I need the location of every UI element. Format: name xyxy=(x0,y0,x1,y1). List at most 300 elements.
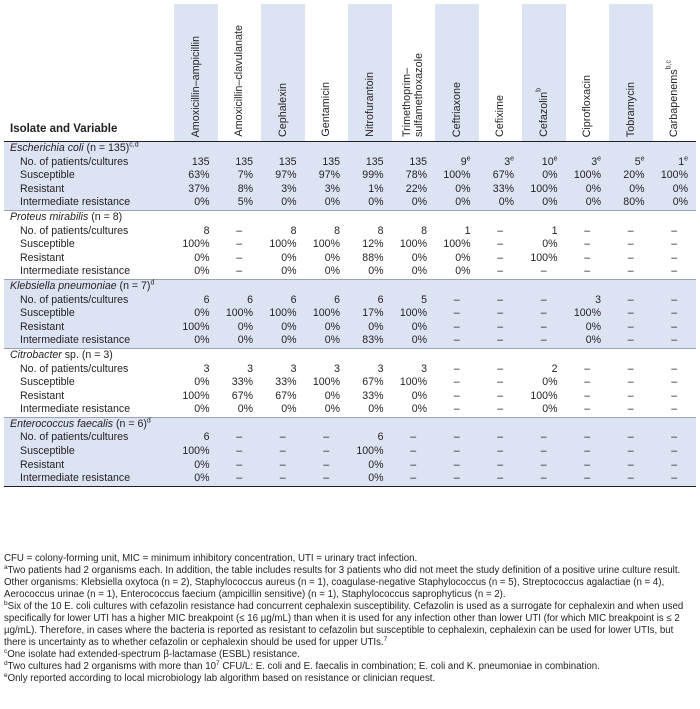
table-cell: – xyxy=(218,459,262,473)
table-cell: – xyxy=(497,265,504,278)
table-cell: – xyxy=(305,445,349,459)
table-cell: – xyxy=(261,459,305,473)
table-cell: – xyxy=(392,445,436,459)
table-row xyxy=(4,196,696,210)
table-cell: – xyxy=(522,472,566,486)
table-cell: – xyxy=(261,445,305,459)
table-cell: 0% xyxy=(218,321,262,335)
table-cell: 0% xyxy=(455,251,471,264)
table-cell: 0% xyxy=(324,265,340,278)
table-cell: 80% xyxy=(609,196,653,210)
table-cell: 0% xyxy=(218,334,262,348)
table-cell: 67% xyxy=(362,376,384,389)
table-cell: 100% xyxy=(530,251,558,264)
table-cell: 8 xyxy=(421,224,427,237)
table-cell: – xyxy=(522,294,566,308)
table-cell: – xyxy=(522,445,566,459)
table-cell: 100% xyxy=(312,376,340,389)
table-cell: 3% xyxy=(261,183,305,197)
table-cell: – xyxy=(671,362,678,375)
table-cell: 0% xyxy=(324,403,340,416)
table-cell: – xyxy=(540,265,547,278)
table-cell: – xyxy=(584,251,591,264)
table-cell: – xyxy=(261,472,305,486)
table-cell: 83% xyxy=(348,334,392,348)
table-cell: 67% xyxy=(275,389,297,402)
table-cell: – xyxy=(522,431,566,445)
table-cell: 5 xyxy=(392,294,436,308)
table-cell: – xyxy=(522,459,566,473)
header-row xyxy=(4,4,696,142)
table-cell: – xyxy=(236,238,243,251)
table-cell: – xyxy=(609,431,653,445)
table-row xyxy=(4,376,696,390)
table-cell: 3 xyxy=(377,362,384,375)
table-cell: 8 xyxy=(334,224,340,237)
table-cell: 100% xyxy=(305,307,349,321)
table-row xyxy=(4,156,696,170)
variable-label: Resistant xyxy=(4,459,174,473)
variable-label: Susceptible xyxy=(20,238,75,251)
table-cell: – xyxy=(584,403,591,416)
variable-label: Resistant xyxy=(20,389,65,402)
table-row xyxy=(4,390,696,404)
table-cell: – xyxy=(236,224,243,237)
table-cell: – xyxy=(584,224,591,237)
variable-label: Resistant xyxy=(4,321,174,335)
table-cell: – xyxy=(479,472,523,486)
table-cell: 0% xyxy=(305,334,349,348)
table-cell: 33% xyxy=(362,389,384,402)
table-cell: – xyxy=(584,389,591,402)
table-cell: – xyxy=(218,472,262,486)
table-cell: 67% xyxy=(231,389,253,402)
table-cell: 3 xyxy=(247,362,253,375)
table-cell: – xyxy=(671,238,678,251)
table-cell: 135 xyxy=(218,156,262,170)
column-header: Carbapenems$^{b,c}$ xyxy=(653,4,697,142)
column-header: Cefixime xyxy=(479,4,523,142)
table-cell: – xyxy=(497,238,504,251)
table-cell: – xyxy=(479,431,523,445)
isolate-name: Proteus mirabilis (n = 8) xyxy=(4,210,696,224)
table-cell: 17% xyxy=(348,307,392,321)
table-cell: 100% xyxy=(392,307,436,321)
table-cell: 100% xyxy=(174,321,218,335)
table-cell: 100% xyxy=(566,169,610,183)
footnote-abbreviations: CFU = colony-forming unit, MIC = minimum inhibitory concentration, UTI = urinary tract infection. xyxy=(4,553,418,564)
variable-label: Susceptible xyxy=(4,307,174,321)
isolate-name: Enterococcus faecalis (n = 6)$^d$ xyxy=(4,417,696,431)
table-cell: – xyxy=(671,403,678,416)
table-cell: 0% xyxy=(194,265,210,278)
table-cell: 0% xyxy=(566,183,610,197)
table-cell: – xyxy=(584,376,591,389)
table-cell: – xyxy=(479,307,523,321)
table-cell: 0% xyxy=(455,265,471,278)
table-row xyxy=(4,252,696,266)
table-cell: 88% xyxy=(362,251,384,264)
table-cell: – xyxy=(653,321,697,335)
table-cell: – xyxy=(653,459,697,473)
table-cell: – xyxy=(435,307,479,321)
table-cell: – xyxy=(627,403,634,416)
table-cell: – xyxy=(479,445,523,459)
table-cell: 33% xyxy=(231,376,253,389)
table-row xyxy=(4,431,696,445)
table-cell: 7% xyxy=(218,169,262,183)
table-cell: – xyxy=(609,445,653,459)
antibiotic-susceptibility-table xyxy=(4,4,696,487)
variable-label: Susceptible xyxy=(4,169,174,183)
table-cell: – xyxy=(392,472,436,486)
table-cell: – xyxy=(609,294,653,308)
table-cell: – xyxy=(479,294,523,308)
table-cell: – xyxy=(609,459,653,473)
table-row xyxy=(4,225,696,239)
table-body xyxy=(4,142,696,487)
table-cell: 99% xyxy=(348,169,392,183)
table-cell: – xyxy=(584,362,591,375)
table-cell: – xyxy=(566,472,610,486)
footnote-d: $^d$Two cultures had 2 organisms with more than $10^7$ CFU/L: E. coli and E. faecalis in combination; E. coli and K. pneumoniae in combination. xyxy=(4,659,600,672)
table-cell: 0% xyxy=(261,321,305,335)
table-cell: – xyxy=(566,431,610,445)
table-cell: 0% xyxy=(348,459,392,473)
table-cell: 3 xyxy=(203,362,210,375)
table-cell: – xyxy=(627,389,634,402)
table-cell: 0% xyxy=(566,321,610,335)
table-cell: 3 xyxy=(290,362,297,375)
table-cell: 0% xyxy=(542,403,558,416)
variable-label: No. of patients/cultures xyxy=(4,294,174,308)
table-cell: – xyxy=(305,459,349,473)
table-cell: – xyxy=(566,459,610,473)
table-cell: 3e xyxy=(566,156,610,170)
table-row xyxy=(4,265,696,279)
variable-label: Intermediate resistance xyxy=(20,403,131,416)
group-header-row xyxy=(4,279,696,293)
column-header: Amoxicillin–clavulanate xyxy=(218,4,262,142)
table-cell: 0% xyxy=(174,307,218,321)
table-cell: – xyxy=(218,445,262,459)
table-cell: 0% xyxy=(237,403,253,416)
table-cell: – xyxy=(479,321,523,335)
variable-label: No. of patients/cultures xyxy=(20,362,129,375)
table-cell: – xyxy=(305,431,349,445)
table-cell: – xyxy=(584,238,591,251)
table-cell: – xyxy=(453,389,460,402)
column-header: Cephalexin xyxy=(261,4,305,142)
table-cell: 6 xyxy=(261,294,305,308)
table-cell: – xyxy=(671,224,678,237)
table-cell: 0% xyxy=(261,334,305,348)
table-cell: – xyxy=(671,389,678,402)
table-cell: – xyxy=(627,376,634,389)
table-cell: 100% xyxy=(443,238,471,251)
variable-label: Intermediate resistance xyxy=(4,334,174,348)
table-cell: 0% xyxy=(566,196,610,210)
table-cell: – xyxy=(584,265,591,278)
table-cell: 135 xyxy=(392,156,436,170)
table-cell: 0% xyxy=(609,183,653,197)
table-cell: – xyxy=(497,376,504,389)
table-cell: – xyxy=(653,307,697,321)
table-cell: – xyxy=(653,472,697,486)
table-cell: 100% xyxy=(566,307,610,321)
column-header: Cefazolin$^b$ xyxy=(522,4,566,142)
table-cell: 0% xyxy=(174,459,218,473)
table-cell: 0% xyxy=(174,196,218,210)
header-isolate-and-variable: Isolate and Variable xyxy=(4,4,174,142)
table-cell: – xyxy=(653,334,697,348)
variable-label: No. of patients/cultures xyxy=(4,156,174,170)
table-row xyxy=(4,183,696,197)
table-row xyxy=(4,403,696,417)
table-cell: 0% xyxy=(368,403,384,416)
table-cell: – xyxy=(609,321,653,335)
table-cell: 3e xyxy=(479,156,523,170)
table-row xyxy=(4,307,696,321)
table-cell: 0% xyxy=(194,251,210,264)
table-cell: 8 xyxy=(203,224,210,237)
table-cell: 0% xyxy=(411,403,427,416)
table-cell: – xyxy=(627,265,634,278)
table-cell: 0% xyxy=(479,196,523,210)
table-cell: – xyxy=(609,307,653,321)
table-cell: 0% xyxy=(174,472,218,486)
footnotes xyxy=(4,553,694,685)
table-cell: 135 xyxy=(261,156,305,170)
group-header-row xyxy=(4,210,696,224)
table-cell: 100% xyxy=(261,307,305,321)
table-cell: 37% xyxy=(174,183,218,197)
table-cell: 5% xyxy=(218,196,262,210)
table-cell: 0% xyxy=(435,196,479,210)
table-cell: 63% xyxy=(174,169,218,183)
table-cell: – xyxy=(435,334,479,348)
table-cell: 0% xyxy=(435,183,479,197)
table-cell: – xyxy=(671,265,678,278)
table-cell: 2 xyxy=(551,362,558,375)
table-cell: 100% xyxy=(435,169,479,183)
table-cell: 0% xyxy=(348,472,392,486)
table-cell: 1% xyxy=(348,183,392,197)
table-cell: 8% xyxy=(218,183,262,197)
table-row xyxy=(4,238,696,252)
variable-label: Intermediate resistance xyxy=(4,472,174,486)
column-header: Ceftriaxone xyxy=(435,4,479,142)
variable-label: Susceptible xyxy=(20,376,75,389)
table-cell: 0% xyxy=(411,389,427,402)
table-cell: 0% xyxy=(542,238,558,251)
variable-label: No. of patients/cultures xyxy=(4,431,174,445)
table-cell: 0% xyxy=(281,251,297,264)
column-header: Trimethoprim– sulfamethoxazole xyxy=(392,4,436,142)
table-cell: 3 xyxy=(334,362,340,375)
table-row xyxy=(4,363,696,377)
table-cell: 0% xyxy=(348,321,392,335)
table-cell: – xyxy=(261,431,305,445)
isolate-name: Klebsiella pneumoniae (n = 7)$^d$ xyxy=(4,279,696,293)
table-cell: 0% xyxy=(281,403,297,416)
table-cell: – xyxy=(392,431,436,445)
table-cell: 100% xyxy=(174,445,218,459)
table-cell: 97% xyxy=(305,169,349,183)
table-cell: 0% xyxy=(653,183,697,197)
table-cell: 135 xyxy=(305,156,349,170)
footnote-b: $^b$Six of the 10 E. coli cultures with cefazolin resistance had concurrent cephalexin susceptibility. Cefazolin is used as a surrogate for cephalexin and when used specifically for lower UTI has a higher MIC breakpoint (≤ 16 µg/mL) than when it is used for any infection other than lower UTI (for which MIC breakpoint is ≤ 2 µg/mL). Therefore, in cases where the bacteria is reported as resistant to cefazolin but susceptible to cephalexin, cephalexin can be used for lower UTIs, but there is uncertainty as to whether cefazolin or cephalexin should be used for upper UTIs.$^7$ xyxy=(4,599,684,648)
table-cell: 0% xyxy=(305,321,349,335)
isolate-name: Escherichia coli (n = 135)$^{c,d}$ xyxy=(4,142,696,156)
table-cell: 6 xyxy=(218,294,262,308)
table-cell: 0% xyxy=(194,403,210,416)
table-cell: – xyxy=(435,321,479,335)
table-cell: 0% xyxy=(566,334,610,348)
table-cell: 0% xyxy=(281,265,297,278)
table-cell: 100% xyxy=(653,169,697,183)
variable-label: Resistant xyxy=(4,183,174,197)
table-cell: 100% xyxy=(312,238,340,251)
column-header: Nitrofurantoin xyxy=(348,4,392,142)
table-row xyxy=(4,459,696,473)
table-row xyxy=(4,445,696,459)
variable-label: Intermediate resistance xyxy=(20,265,131,278)
table-cell: 78% xyxy=(392,169,436,183)
table-cell: 3 xyxy=(421,362,427,375)
table-cell: 0% xyxy=(324,251,340,264)
table-cell: 0% xyxy=(411,251,427,264)
table-cell: – xyxy=(609,472,653,486)
table-cell: – xyxy=(653,445,697,459)
variable-label: Susceptible xyxy=(4,445,174,459)
footnote-a: $^a$Two patients had 2 organisms each. In addition, the table includes results for 3 patients who did not meet the study definition of a positive urine culture result. Other organisms: Klebsiella oxytoca (n = 2), Staphylococcus aureus (n = 1), coagulase-negative Staphylococcus (n = 5), Streptococcus agalactiae (n = 4), Aerococcus urinae (n = 1), Enterococcus faecium (ampicillin sensitive) (n = 1), Staphylococcus saprophyticus (n = 2). xyxy=(4,563,681,600)
table-cell: – xyxy=(627,238,634,251)
table-cell: – xyxy=(627,362,634,375)
table-cell: 0% xyxy=(261,196,305,210)
table-cell: – xyxy=(435,431,479,445)
table-cell: 9e xyxy=(435,156,479,170)
table-cell: – xyxy=(479,459,523,473)
table-cell: – xyxy=(236,251,243,264)
table-cell: 20% xyxy=(609,169,653,183)
table-cell: 100% xyxy=(348,445,392,459)
table-cell: 0% xyxy=(522,169,566,183)
table-cell: 100% xyxy=(399,376,427,389)
table-cell: 0% xyxy=(411,265,427,278)
table-cell: – xyxy=(236,265,243,278)
footnote-c: $^c$One isolate had extended-spectrum β-lactamase (ESBL) resistance. xyxy=(4,647,300,660)
table-cell: – xyxy=(435,294,479,308)
table-cell: – xyxy=(497,389,504,402)
table-cell: 10e xyxy=(522,156,566,170)
table-cell: – xyxy=(497,251,504,264)
table-cell: 100% xyxy=(182,238,210,251)
table-cell: – xyxy=(653,294,697,308)
table-cell: 6 xyxy=(305,294,349,308)
table-cell: – xyxy=(566,445,610,459)
table-cell: 0% xyxy=(174,334,218,348)
column-header: Amoxicillin–ampicillin xyxy=(174,4,218,142)
variable-label: Intermediate resistance xyxy=(4,196,174,210)
table-cell: – xyxy=(435,459,479,473)
table-cell: 97% xyxy=(261,169,305,183)
table-row xyxy=(4,334,696,348)
table-row xyxy=(4,472,696,486)
table-cell: 0% xyxy=(305,196,349,210)
table-cell: – xyxy=(653,431,697,445)
table-cell: – xyxy=(435,472,479,486)
table-cell: 67% xyxy=(479,169,523,183)
table-cell: – xyxy=(497,403,504,416)
table-cell: 1 xyxy=(464,224,471,237)
table-cell: 1 xyxy=(551,224,558,237)
table-cell: 0% xyxy=(392,321,436,335)
table-cell: – xyxy=(479,334,523,348)
group-header-row xyxy=(4,417,696,431)
table-cell: 100% xyxy=(269,238,297,251)
table-cell: 8 xyxy=(290,224,297,237)
table-cell: 6 xyxy=(174,431,218,445)
column-header: Ciprofloxacin xyxy=(566,4,610,142)
table-cell: 33% xyxy=(479,183,523,197)
table-cell: – xyxy=(305,472,349,486)
table-cell: – xyxy=(218,431,262,445)
footnote-e: $^e$Only reported according to local microbiology lab algorithm based on resistance or clinician request. xyxy=(4,671,436,684)
table-cell: – xyxy=(627,251,634,264)
table-cell: 100% xyxy=(399,238,427,251)
table-cell: 100% xyxy=(182,389,210,402)
table-cell: – xyxy=(497,224,504,237)
table-cell: 6 xyxy=(348,431,392,445)
table-cell: 0% xyxy=(324,389,340,402)
table-cell: – xyxy=(392,459,436,473)
table-cell: – xyxy=(671,376,678,389)
table-cell: 100% xyxy=(522,183,566,197)
table-row xyxy=(4,294,696,308)
table-cell: 0% xyxy=(542,376,558,389)
table-cell: 0% xyxy=(392,334,436,348)
table-cell: – xyxy=(522,321,566,335)
table-cell: – xyxy=(522,334,566,348)
variable-label: Resistant xyxy=(20,251,65,264)
table-cell: 33% xyxy=(275,376,297,389)
table-cell: 22% xyxy=(392,183,436,197)
table-row xyxy=(4,321,696,335)
table-row xyxy=(4,169,696,183)
table-cell: 0% xyxy=(392,196,436,210)
table-cell: 0% xyxy=(522,196,566,210)
column-header: Tobramycin xyxy=(609,4,653,142)
table-cell: – xyxy=(671,251,678,264)
table-cell: 0% xyxy=(348,196,392,210)
table-cell: 3 xyxy=(566,294,610,308)
table-cell: – xyxy=(453,376,460,389)
variable-label: No. of patients/cultures xyxy=(20,224,129,237)
table-cell: 0% xyxy=(194,376,210,389)
table-cell: 100% xyxy=(530,389,558,402)
isolate-name: Citrobacter sp. (n = 3) xyxy=(4,348,696,362)
table-cell: – xyxy=(453,362,460,375)
column-header: Gentamicin xyxy=(305,4,349,142)
table-cell: 6 xyxy=(348,294,392,308)
group-header-row xyxy=(4,348,696,362)
table-cell: 1e xyxy=(653,156,697,170)
group-header-row xyxy=(4,142,696,156)
table-cell: 8 xyxy=(377,224,384,237)
table-cell: 0% xyxy=(653,196,697,210)
table-cell: – xyxy=(435,445,479,459)
